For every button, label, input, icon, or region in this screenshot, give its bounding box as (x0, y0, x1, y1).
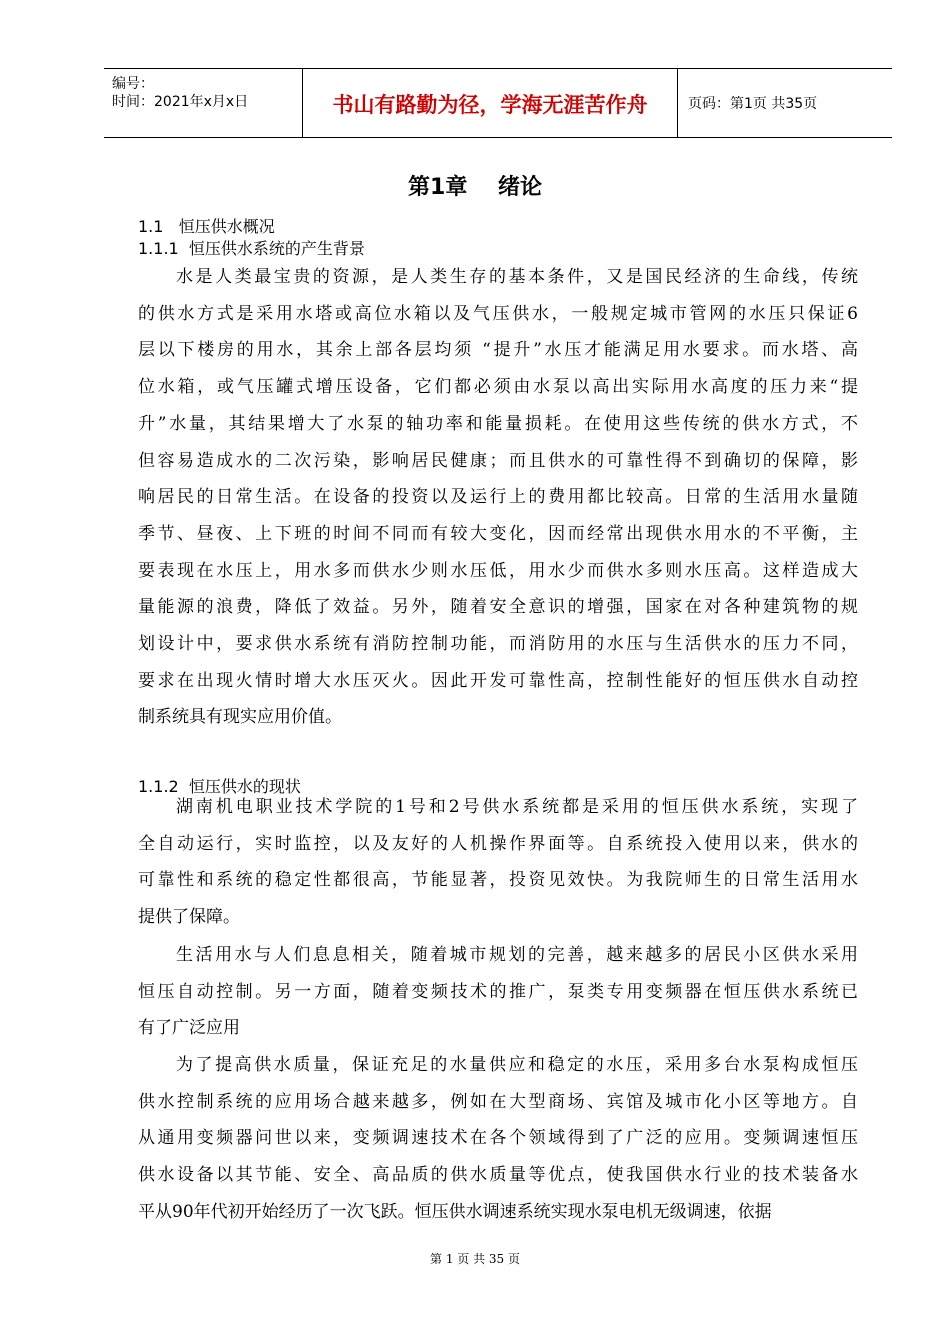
document-time-label: 时间：2021年x月x日 (112, 94, 249, 110)
text-line: 提供了保障。 (138, 907, 240, 928)
text-line: 要表现在水压上，用水多而供水少则水压低，用水少而供水多则水压高。这样造成大 (138, 560, 858, 581)
text-line: 从通用变频器问世以来，变频调速技术在各个领域得到了广泛的应用。变频调速恒压 (138, 1128, 858, 1149)
text-line: 升”水量，其结果增大了水泵的轴功率和能量损耗。在使用这些传统的供水方式，不 (138, 413, 858, 434)
text-line: 但容易造成水的二次污染，影响居民健康；而且供水的可靠性得不到确切的保障，影 (138, 450, 858, 471)
text-line: 水是人类最宝贵的资源，是人类生存的基本条件，又是国民经济的生命线，传统 (176, 267, 858, 287)
page-header (104, 68, 892, 138)
text-line: 的供水方式是采用水塔或高位水箱以及气压供水，一般规定城市管网的水压只保证6 (138, 303, 858, 324)
text-line: 要求在出现火情时增大水压灭火。因此开发可靠性高，控制性能好的恒压供水自动控 (138, 670, 858, 691)
header-page-code: 页码：第1页 共35页 (688, 96, 818, 112)
text-line: 响居民的日常生活。在设备的投资以及运行上的费用都比较高。日常的生活用水量随 (138, 487, 858, 508)
text-line: 层以下楼房的用水，其余上部各层均须 “提升”水压才能满足用水要求。而水塔、高 (138, 340, 858, 361)
text-line: 全自动运行，实时监控，以及友好的人机操作界面等。自系统投入使用以来，供水的 (138, 833, 858, 854)
text-line: 有了广泛应用 (138, 1018, 240, 1039)
header-page-cell (678, 69, 892, 137)
document-number-label: 编号： (112, 76, 154, 92)
section-heading-1-1-1: 1.1.1 恒压供水系统的产生背景 (138, 239, 365, 258)
section-heading-1-1: 1.1 恒压供水概况 (138, 217, 275, 236)
text-line: 平从90年代初开始经历了一次飞跃。恒压供水调速系统实现水泵电机无级调速，依据 (138, 1201, 772, 1222)
text-line: 生活用水与人们息息相关，随着城市规划的完善，越来越多的居民小区供水采用 (176, 945, 858, 965)
chapter-title: 第1章 绪论 (408, 175, 542, 200)
header-motto-cell (303, 69, 678, 137)
header-motto: 书山有路勤为径，学海无涯苦作舟 (332, 93, 648, 117)
header-info-cell (104, 69, 303, 137)
text-line: 为了提高供水质量，保证充足的水量供应和稳定的水压，采用多台水泵构成恒压 (176, 1055, 858, 1075)
text-line: 恒压自动控制。另一方面，随着变频技术的推广，泵类专用变频器在恒压供水系统已 (138, 981, 858, 1002)
text-line: 供水设备以其节能、安全、高品质的供水质量等优点，使我国供水行业的技术装备水 (138, 1165, 858, 1186)
text-line: 划设计中，要求供水系统有消防控制功能，而消防用的水压与生活供水的压力不同， (138, 634, 858, 654)
text-line: 供水控制系统的应用场合越来越多，例如在大型商场、宾馆及城市化小区等地方。自 (138, 1091, 858, 1112)
text-line: 制系统具有现实应用价值。 (138, 707, 342, 728)
text-line: 量能源的浪费，降低了效益。另外，随着安全意识的增强，国家在对各种建筑物的规 (138, 597, 858, 618)
text-line: 可靠性和系统的稳定性都很高，节能显著，投资见效快。为我院师生的日常生活用水 (138, 870, 858, 891)
text-line: 湖南机电职业技术学院的1号和2号供水系统都是采用的恒压供水系统，实现了 (176, 797, 858, 817)
section-heading-1-1-2: 1.1.2 恒压供水的现状 (138, 777, 301, 796)
text-line: 位水箱，或气压罐式增压设备，它们都必须由水泵以高出实际用水高度的压力来“提 (138, 377, 858, 398)
text-line: 季节、昼夜、上下班的时间不同而有较大变化，因而经常出现供水用水的不平衡，主 (138, 523, 858, 544)
page-footer: 第 1 页 共 35 页 (430, 1252, 520, 1266)
